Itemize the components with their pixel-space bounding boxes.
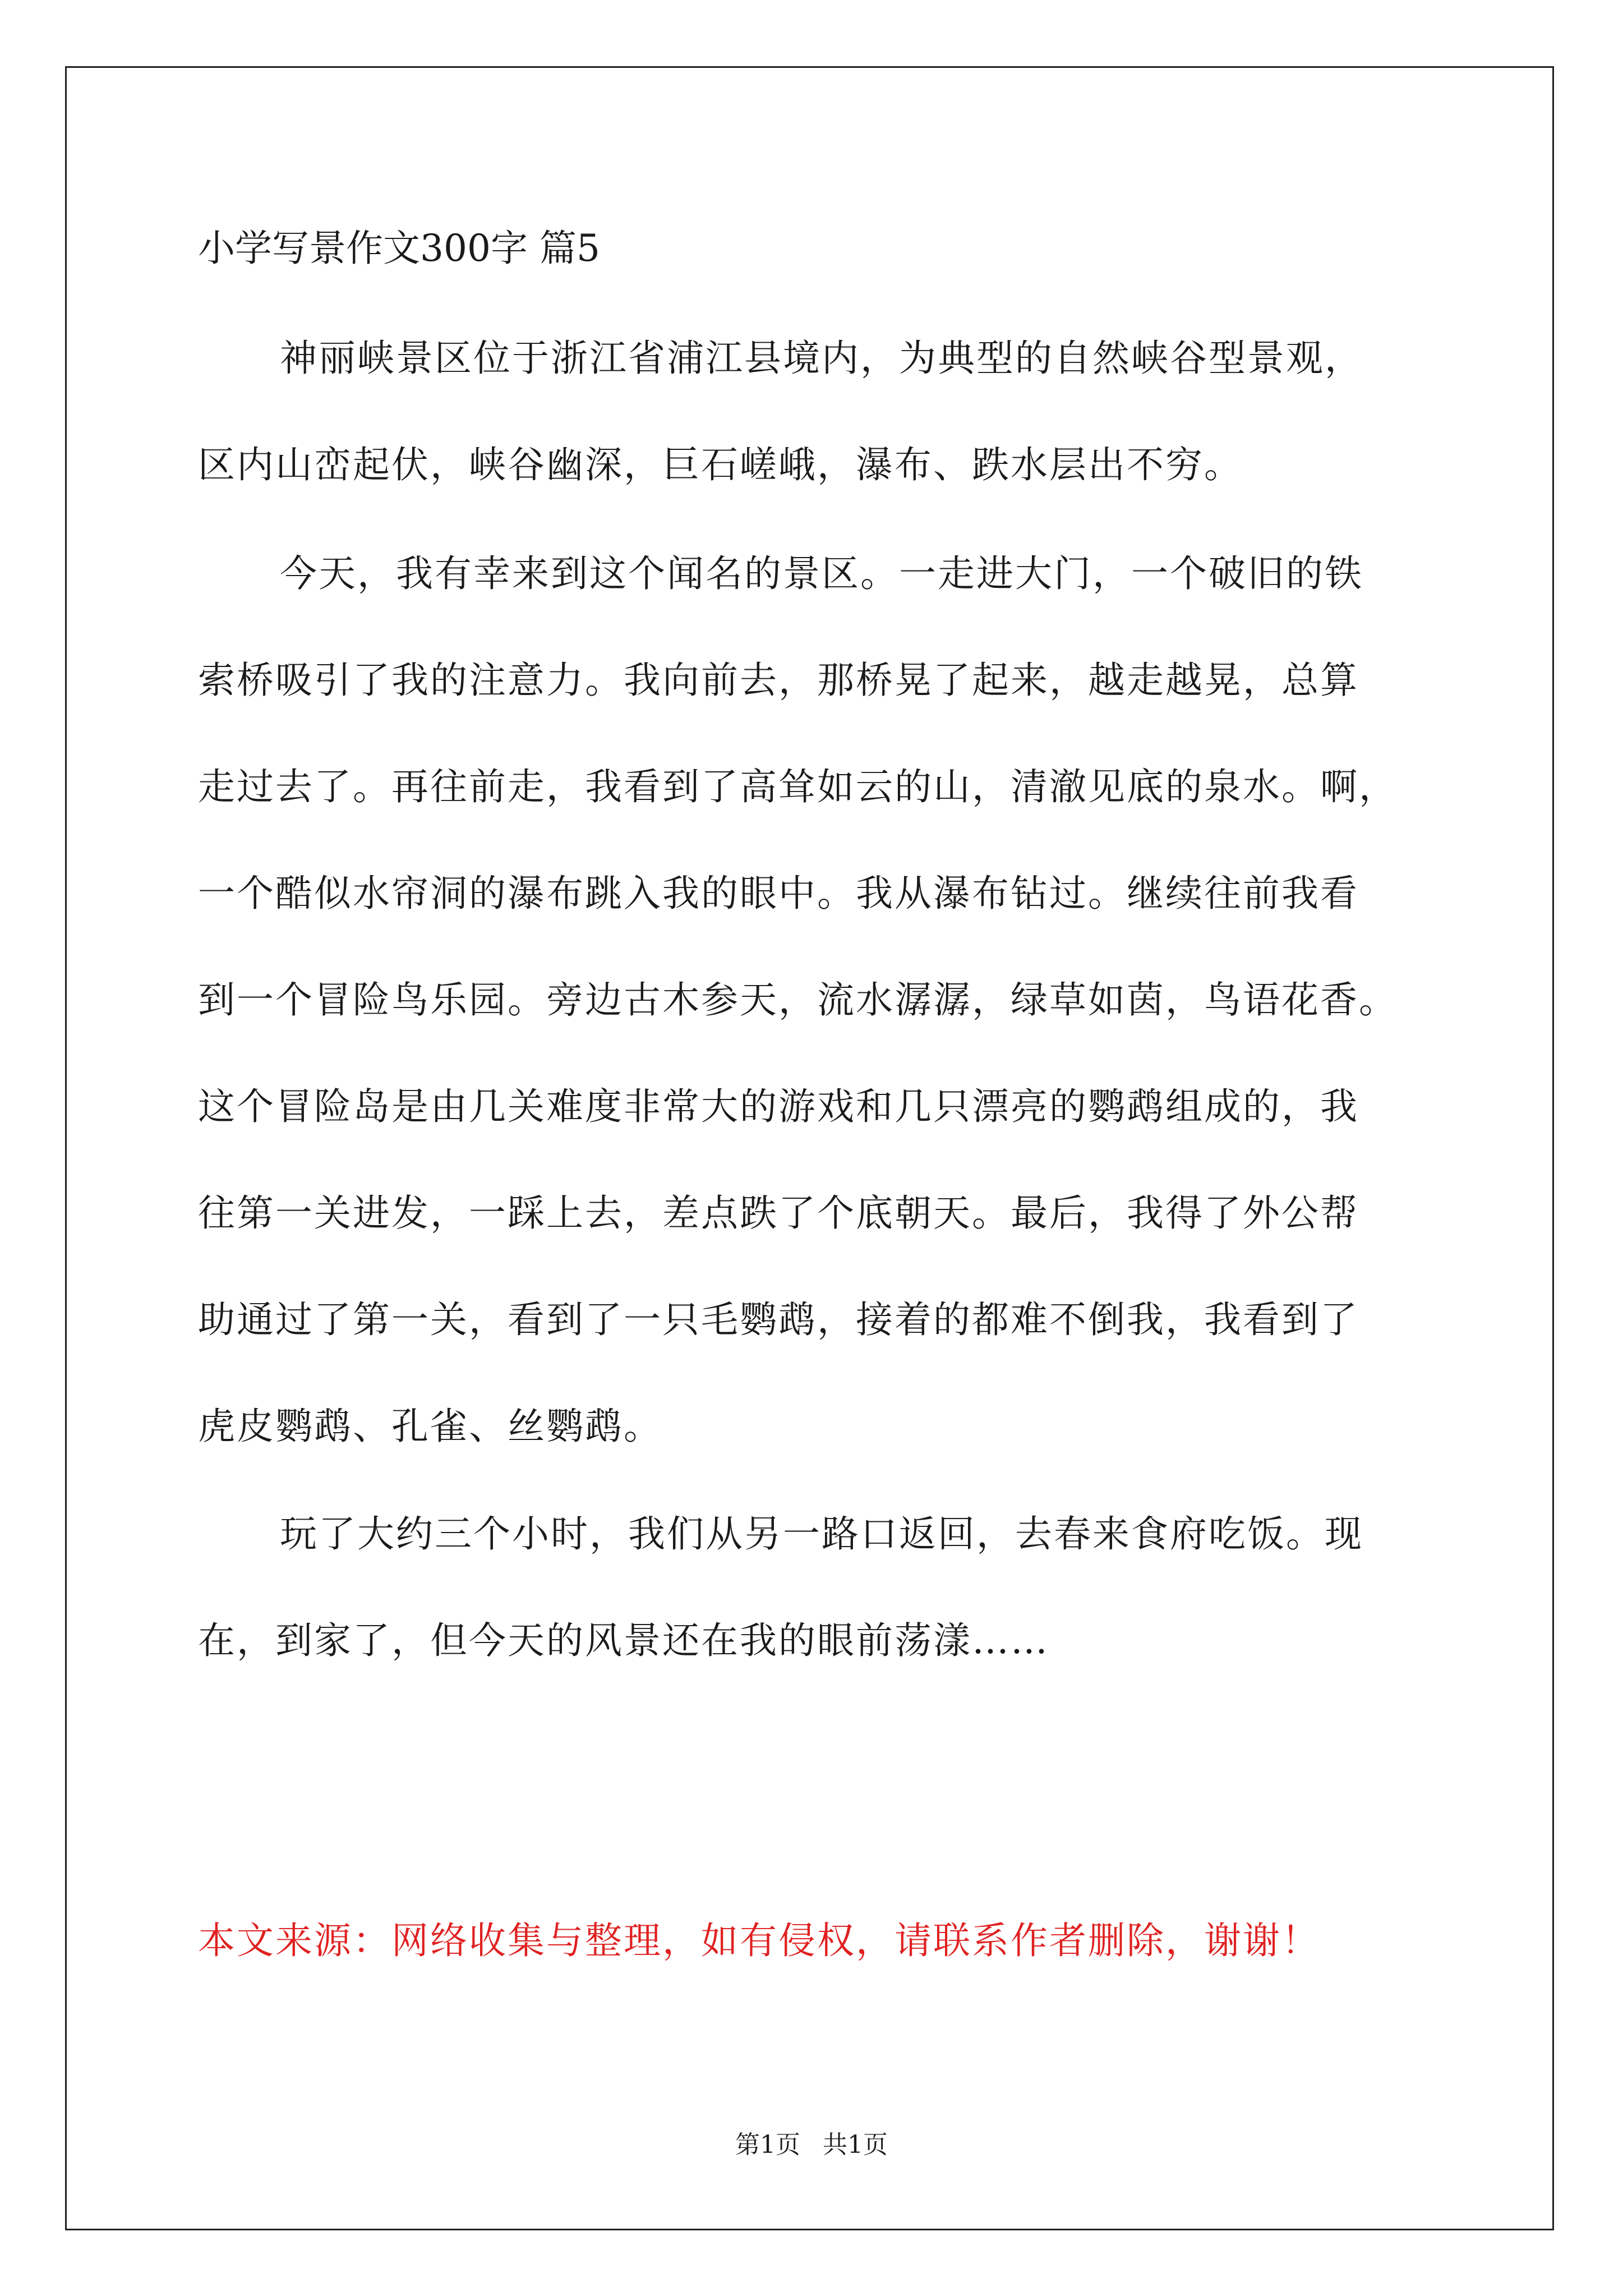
page-number-current: 第1页 [735,2131,800,2159]
paragraph-2-line-8: 助通过了第一关，看到了一只毛鹦鹉，接着的都难不倒我，我看到了 [198,1298,1359,1341]
paragraph-2-line-9: 虎皮鹦鹉、孔雀、丝鹦鹉。 [198,1405,662,1448]
paragraph-2-line-6: 这个冒险岛是由几关难度非常大的游戏和几只漂亮的鹦鹉组成的，我 [198,1085,1359,1128]
paragraph-3-line-2: 在，到家了，但今天的风景还在我的眼前荡漾…… [198,1619,1049,1662]
page-number-total: 共1页 [823,2131,888,2159]
source-disclaimer: 本文来源：网络收集与整理，如有侵权，请联系作者删除，谢谢！ [198,1919,1320,1962]
page-border [65,66,1554,2230]
document-title: 小学写景作文300字 篇5 [198,227,600,270]
paragraph-2-line-4: 一个酷似水帘洞的瀑布跳入我的眼中。我从瀑布钻过。继续往前我看 [198,872,1359,915]
paragraph-2-line-2: 索桥吸引了我的注意力。我向前去，那桥晃了起来，越走越晃，总算 [198,659,1359,702]
paragraph-2-line-7: 往第一关进发，一踩上去，差点跌了个底朝天。最后，我得了外公帮 [198,1191,1359,1235]
paragraph-2-line-5: 到一个冒险鸟乐园。旁边古木参天，流水潺潺，绿草如茵，鸟语花香。 [198,978,1398,1022]
page-footer [0,2128,1623,2162]
paragraph-1-line-2: 区内山峦起伏，峡谷幽深，巨石嵯峨，瀑布、跌水层出不穷。 [198,443,1243,486]
paragraph-3-line-1: 玩了大约三个小时，我们从另一路口返回，去春来食府吃饭。现 [280,1512,1363,1556]
paragraph-1-line-1: 神丽峡景区位于浙江省浦江县境内，为典型的自然峡谷型景观， [280,337,1363,380]
paragraph-2-line-3: 走过去了。再往前走，我看到了高耸如云的山，清澈见底的泉水。啊， [198,765,1398,808]
paragraph-2-line-1: 今天，我有幸来到这个闻名的景区。一走进大门，一个破旧的铁 [280,552,1363,595]
